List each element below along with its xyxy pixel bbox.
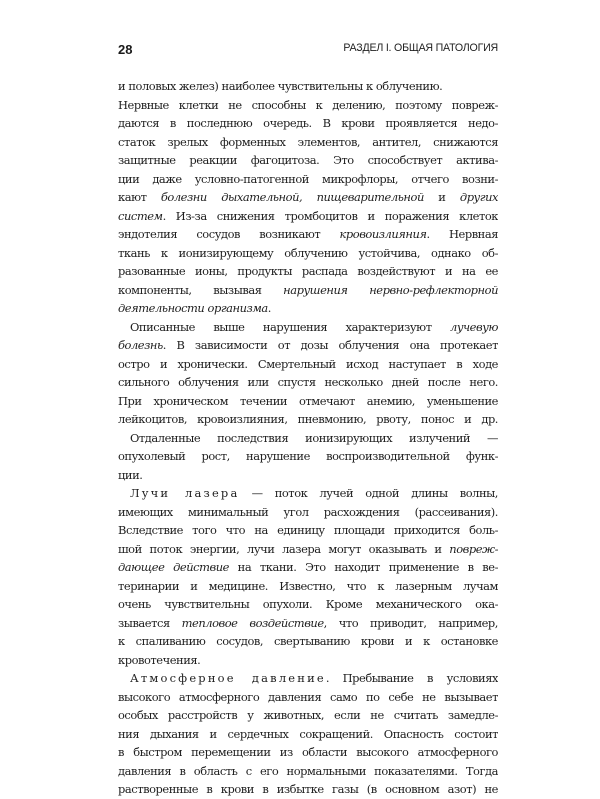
italic-term: систем xyxy=(118,208,163,223)
text-segment: ткань к ионизирующему облучению устойчива, однако об- xyxy=(118,245,498,260)
text-segment: . Из-за снижения тромбоцитов и поражения клеток xyxy=(162,208,498,223)
text-line xyxy=(118,188,498,207)
text-segment: статок зрелых форменных элементов, антител, снижаются xyxy=(118,134,498,149)
text-line xyxy=(118,77,498,96)
text-segment: разованные ионы, продукты распада воздействуют и на ее xyxy=(118,264,498,278)
text-segment: кают xyxy=(118,190,161,204)
text-line xyxy=(118,466,498,485)
text-segment: эндотелия сосудов возникают xyxy=(118,227,340,241)
text-segment: на ткани. Это находит применение в ве- xyxy=(228,560,498,574)
text-segment: При хроническом течении отмечают анемию, уменьшение xyxy=(118,393,498,408)
spaced-term: Атмосферное давление xyxy=(130,671,326,685)
italic-term: лучевую xyxy=(449,319,498,334)
text-line xyxy=(118,281,498,300)
text-segment: Описанные выше нарушения характеризуют xyxy=(130,319,450,334)
text-segment: Отдаленные последствия ионизирующих излучений — xyxy=(130,430,498,445)
italic-term: болезнь xyxy=(118,338,163,352)
text-line xyxy=(118,558,498,577)
body-text xyxy=(118,77,498,799)
text-line xyxy=(118,688,498,707)
text-segment: очень чувствительны опухоли. Кроме механического ока- xyxy=(118,597,498,611)
italic-term: деятельности организма xyxy=(118,301,268,315)
text-segment: шой поток энергии, лучи лазера могут оказывать и xyxy=(118,541,450,556)
text-line xyxy=(118,151,498,170)
text-line xyxy=(118,669,498,688)
text-line xyxy=(118,651,498,670)
text-line xyxy=(118,114,498,133)
text-segment: Нервные клетки не способны к делению, поэтому повреж- xyxy=(118,97,498,112)
text-segment: зывается xyxy=(118,615,182,630)
text-line xyxy=(118,780,498,799)
text-segment: , что приводит, например, xyxy=(323,615,498,630)
italic-term: нарушения нервно-рефлекторной xyxy=(283,282,498,297)
text-segment: ции даже условно-патогенной микрофлоры, отчего возни- xyxy=(118,171,498,186)
text-segment: растворенные в крови в избытке газы (в основном азот) не xyxy=(118,782,498,796)
text-segment: остро и хронически. Смертельный исход наступает в ходе xyxy=(118,356,498,371)
text-line xyxy=(118,762,498,781)
text-segment: компоненты, вызывая xyxy=(118,282,284,297)
text-line xyxy=(118,207,498,226)
text-segment: в быстром перемещении из области высокого атмосферного xyxy=(118,745,498,759)
text-line xyxy=(118,595,498,614)
text-line xyxy=(118,262,498,281)
text-segment: . В зависимости от дозы облучения она протекает xyxy=(162,338,498,352)
text-line xyxy=(118,521,498,540)
text-segment: имеющих минимальный угол расхождения (рассеивания). xyxy=(118,504,498,519)
text-line xyxy=(118,540,498,559)
italic-term: тепловое воздействие xyxy=(181,615,324,630)
text-line xyxy=(118,706,498,725)
text-line xyxy=(118,392,498,411)
page-header xyxy=(118,42,498,58)
text-segment: ния дыхания и сердечных сокращений. Опасность состоит xyxy=(118,726,498,741)
italic-term: повреж- xyxy=(449,541,498,556)
text-line xyxy=(118,429,498,448)
spaced-term: Лучи лазера xyxy=(130,486,240,500)
text-line xyxy=(118,355,498,374)
text-line xyxy=(118,96,498,115)
text-segment: — поток лучей одной длины волны, xyxy=(239,486,498,500)
page-number: 28 xyxy=(118,42,133,57)
text-segment: опухолевый рост, нарушение воспроизводительной функ- xyxy=(118,449,498,463)
text-line xyxy=(118,577,498,596)
italic-term: болезни дыхательной, пищеварительной xyxy=(160,190,424,204)
text-line xyxy=(118,225,498,244)
text-line xyxy=(118,632,498,651)
running-head: РАЗДЕЛ I. ОБЩАЯ ПАТОЛОГИЯ xyxy=(343,42,498,54)
text-segment: ции. xyxy=(118,467,143,482)
text-segment: лейкоцитов, кровоизлияния, пневмонию, рвоту, понос и др. xyxy=(118,412,498,426)
text-line xyxy=(118,484,498,503)
text-segment: и половых желез) наиболее чувствительны к облучению. xyxy=(118,79,443,93)
text-line xyxy=(118,614,498,633)
text-segment: . Пребывание в условиях xyxy=(325,671,498,685)
text-segment: . xyxy=(267,301,271,315)
text-segment: и xyxy=(423,190,460,204)
text-segment: высокого атмосферного давления само по себе не вызывает xyxy=(118,689,498,704)
text-line xyxy=(118,447,498,466)
italic-term: дающее действие xyxy=(118,560,229,574)
text-segment: особых расстройств у животных, если не считать замедле- xyxy=(118,708,498,722)
text-segment: давления в область с его нормальными показателями. Тогда xyxy=(118,763,498,778)
text-line xyxy=(118,318,498,337)
text-line xyxy=(118,336,498,355)
text-line xyxy=(118,410,498,429)
italic-term: других xyxy=(459,190,498,204)
text-segment: кровотечения. xyxy=(118,652,201,667)
text-line xyxy=(118,725,498,744)
text-line xyxy=(118,244,498,263)
text-line xyxy=(118,503,498,522)
text-segment: даются в последнюю очередь. В крови проявляется недо- xyxy=(118,116,498,130)
text-segment: сильного облучения или спустя несколько дней после него. xyxy=(118,375,498,389)
text-segment: теринарии и медицине. Известно, что к лазерным лучам xyxy=(118,578,498,593)
text-line xyxy=(118,170,498,189)
text-segment: защитные реакции фагоцитоза. Это способствует актива- xyxy=(118,153,498,167)
text-line xyxy=(118,743,498,762)
text-segment: Вследствие того что на единицу площади приходится боль- xyxy=(118,523,498,537)
text-line xyxy=(118,299,498,318)
text-segment: . Нервная xyxy=(426,227,498,241)
text-line xyxy=(118,373,498,392)
text-line xyxy=(118,133,498,152)
italic-term: кровоизлияния xyxy=(339,227,427,241)
text-segment: к спаливанию сосудов, свертыванию крови и к остановке xyxy=(118,634,498,648)
